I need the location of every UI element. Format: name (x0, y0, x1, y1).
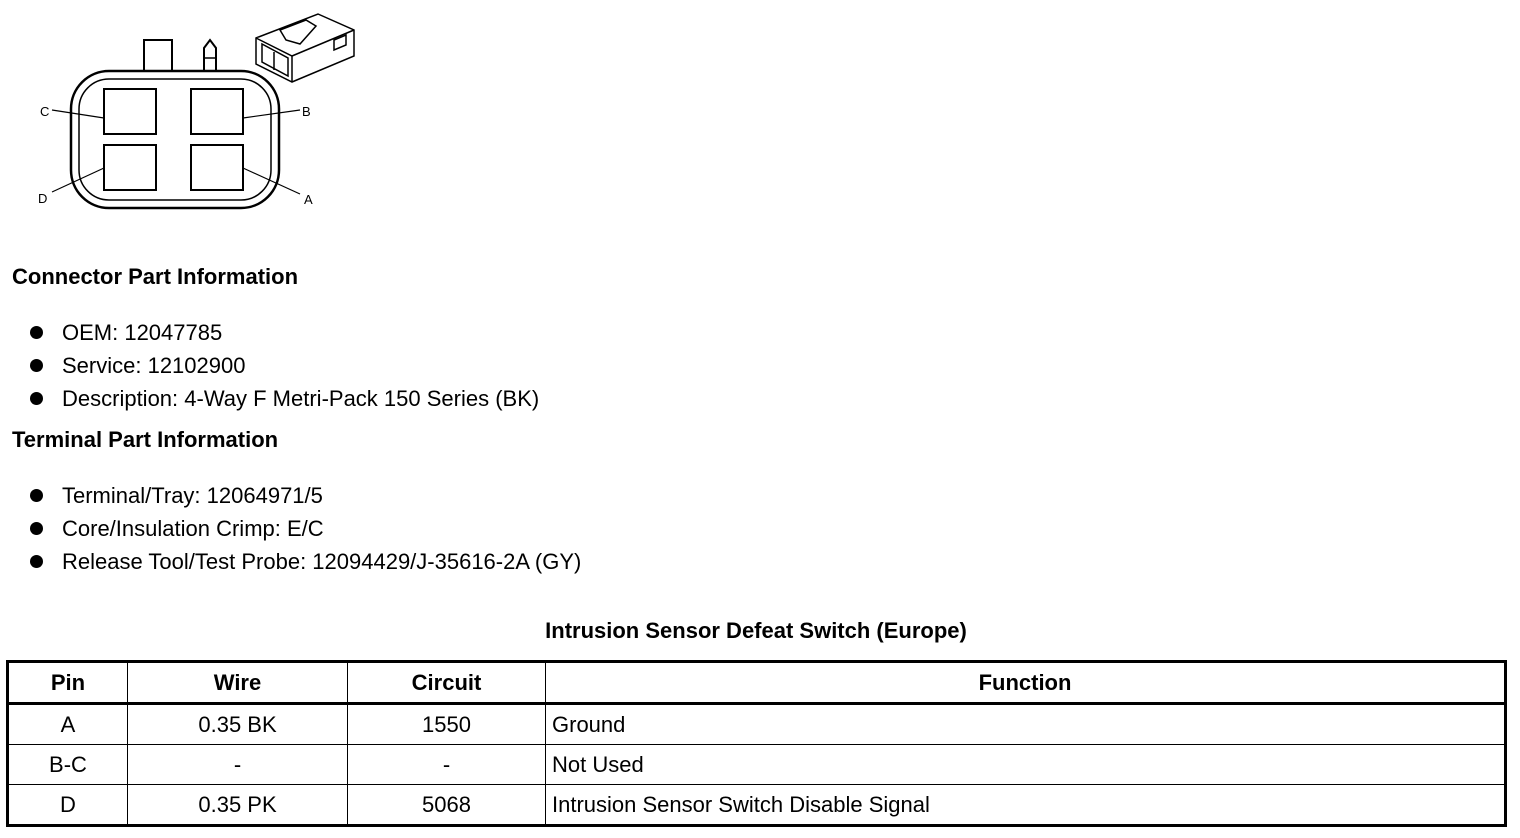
bullet-icon (30, 522, 43, 535)
terminal-tray: Terminal/Tray: 12064971/5 (62, 483, 323, 508)
pinout-table (6, 660, 1507, 827)
cavity-b (191, 89, 243, 134)
header-function: Function (546, 662, 1506, 704)
header-circuit: Circuit (348, 662, 546, 704)
cell-wire: 0.35 PK (128, 785, 348, 826)
list-item (30, 382, 539, 415)
cell-function: Intrusion Sensor Switch Disable Signal (546, 785, 1506, 826)
connector-service: Service: 12102900 (62, 353, 246, 378)
cell-pin: D (8, 785, 128, 826)
cavity-d (104, 145, 156, 190)
cell-circuit: 5068 (348, 785, 546, 826)
connector-face-drawing (0, 0, 380, 230)
header-pin: Pin (8, 662, 128, 704)
bullet-icon (30, 359, 43, 372)
cavity-c (104, 89, 156, 134)
terminal-info-heading: Terminal Part Information (12, 427, 279, 452)
list-item (30, 479, 581, 512)
cell-function: Not Used (546, 745, 1506, 785)
table-row (8, 785, 1506, 826)
connector-oem: OEM: 12047785 (62, 320, 223, 345)
bullet-icon (30, 392, 43, 405)
cell-function: Ground (546, 704, 1506, 745)
header-wire: Wire (128, 662, 348, 704)
cell-pin: A (8, 704, 128, 745)
bullet-icon (30, 326, 43, 339)
terminal-info-list (30, 479, 581, 578)
list-item (30, 316, 539, 349)
pin-label-b: B (302, 104, 311, 119)
cavity-a (191, 145, 243, 190)
connector-info-list (30, 316, 539, 415)
table-row (8, 745, 1506, 785)
pin-label-a: A (304, 192, 313, 207)
bullet-icon (30, 555, 43, 568)
cell-pin: B-C (8, 745, 128, 785)
connector-body (71, 71, 279, 208)
cell-circuit: - (348, 745, 546, 785)
connector-info-heading: Connector Part Information (12, 264, 299, 289)
table-header-row (8, 662, 1506, 704)
cell-wire: - (128, 745, 348, 785)
list-item (30, 512, 581, 545)
terminal-release-tool: Release Tool/Test Probe: 12094429/J-35616-2A (GY) (62, 549, 582, 574)
list-item (30, 545, 581, 578)
cell-circuit: 1550 (348, 704, 546, 745)
pin-label-c: C (40, 104, 50, 119)
table-row (8, 704, 1506, 745)
connector-description: Description: 4-Way F Metri-Pack 150 Series (BK) (62, 386, 540, 411)
list-item (30, 349, 539, 382)
bullet-icon (30, 489, 43, 502)
cell-wire: 0.35 BK (128, 704, 348, 745)
terminal-crimp: Core/Insulation Crimp: E/C (62, 516, 324, 541)
pin-label-d: D (38, 191, 48, 206)
connector-isometric-icon (256, 14, 354, 82)
latch-tab (144, 40, 172, 72)
table-title: Intrusion Sensor Defeat Switch (Europe) (545, 618, 967, 643)
connector-diagram (0, 0, 380, 230)
